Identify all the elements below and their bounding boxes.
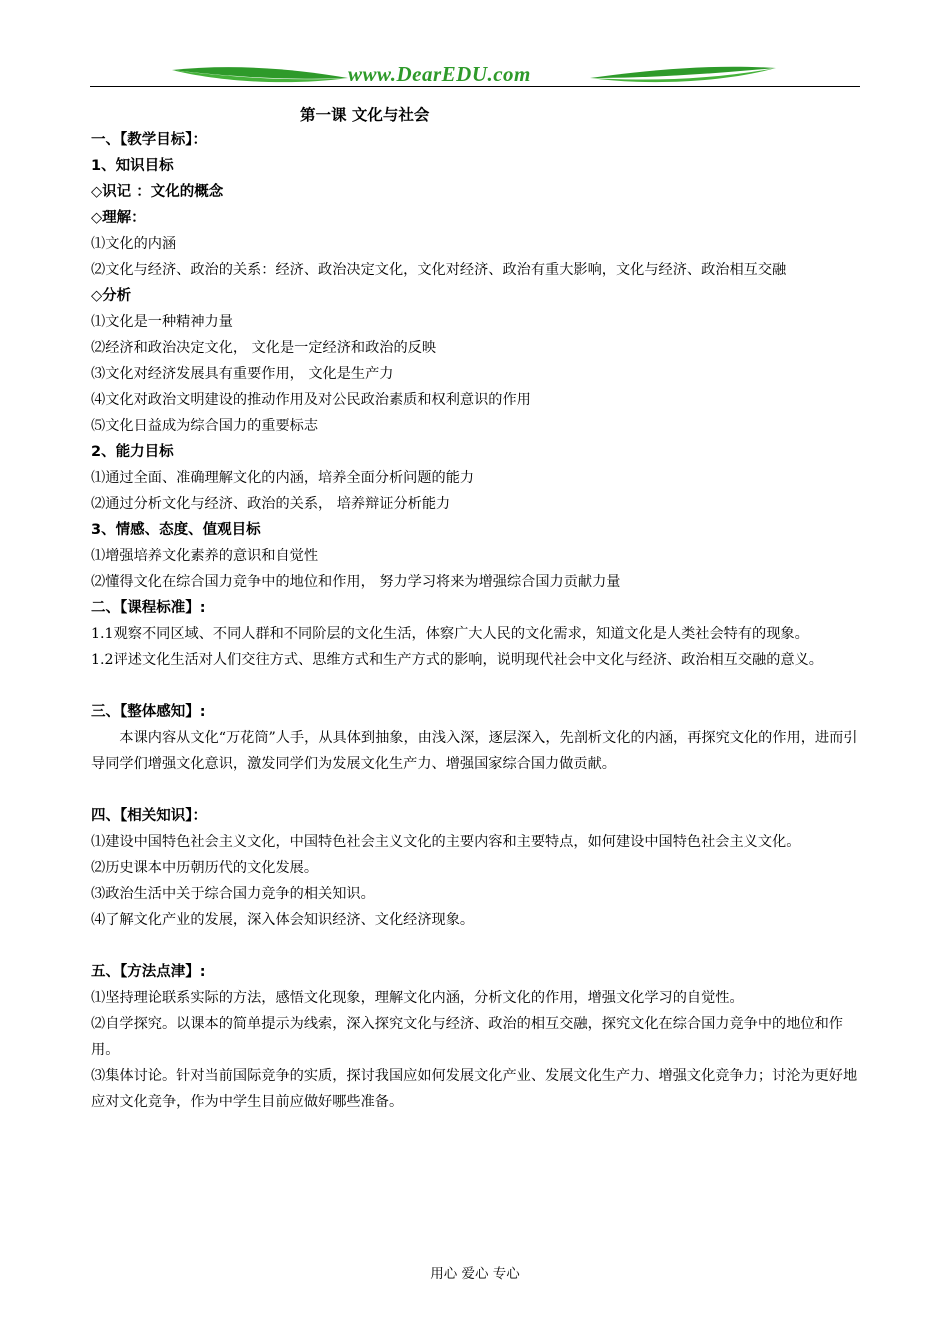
body-line: ⑶集体讨论。针对当前国际竞争的实质，探讨我国应如何发展文化产业、发展文化生产力、增强文化竞争力；讨沦为更好地应对文化竞争，作为中学生目前应做好哪些准备。: [91, 1068, 858, 1110]
section-heading: 五、【方法点津】:: [91, 964, 206, 980]
body-line: ⑵历史课本中历朝历代的文化发展。: [91, 860, 319, 876]
section-heading: 3、情感、态度、值观目标: [91, 522, 261, 538]
body-line: ⑴增强培养文化素养的意识和自觉性: [91, 548, 319, 564]
body-line: ⑸文化日益成为综合国力的重要标志: [91, 418, 319, 434]
section-heading: ◇分析: [91, 288, 132, 304]
section-heading: 1、知识目标: [91, 158, 174, 174]
paragraph-gap: [91, 777, 863, 803]
page-title: 第一课 文化与社会: [300, 105, 430, 124]
paragraph-gap: [91, 933, 863, 959]
body-line: 本课内容从文化“万花筒”人手，从具体到抽象，由浅入深，逐层深入，先剖析文化的内涵，再探究文化的作用，进而引导同学们增强文化意识，激发同学们为发展文化生产力、增强国家综合国力做贡献。: [91, 730, 858, 772]
body-line: ⑵文化与经济、政治的关系：经济、政治决定文化，文化对经济、政治有重大影响，文化与经济、政治相互交融: [91, 262, 787, 278]
paragraph-gap: [91, 673, 863, 699]
body-line: 1.1观察不同区域、不同人群和不同阶层的文化生活，体察广大人民的文化需求，知道文化是人类社会特有的现象。: [91, 626, 809, 642]
site-logo-text: www.DearEDU.com: [348, 62, 531, 86]
body-line: ⑴通过全面、准确理解文化的内涵，培养全面分析问题的能力: [91, 470, 475, 486]
body-line: ⑶文化对经济发展具有重要作用， 文化是生产力: [91, 366, 394, 382]
body-line: ⑶政治生活中关于综合国力竞争的相关知识。: [91, 886, 375, 902]
section-heading: 一、【教学目标】：: [91, 132, 207, 148]
body-line: ⑵自学探究。以课本的简单提示为线索，深入探究文化与经济、政治的相互交融，探究文化在综合国力竞争中的地位和作用。: [91, 1016, 843, 1058]
body-line: ⑴文化是一种精神力量: [91, 314, 233, 330]
section-heading: 四、【相关知识】：: [91, 808, 207, 824]
document-body: [91, 127, 863, 1115]
section-heading: 2、能力目标: [91, 444, 174, 460]
body-line: ⑴建设中国特色社会主义文化，中国特色社会主义文化的主要内容和主要特点，如何建设中国特色社会主义文化。: [91, 834, 801, 850]
body-line: ⑷了解文化产业的发展，深入体会知识经济、文化经济现象。: [91, 912, 475, 928]
body-line: ⑵通过分析文化与经济、政治的关系， 培养辩证分析能力: [91, 496, 451, 512]
body-line: 1.2评述文化生活对人们交往方式、思维方式和生产方式的影响，说明现代社会中文化与经济、政治相互交融的意义。: [91, 652, 823, 668]
body-line: ⑵经济和政治决定文化， 文化是一定经济和政治的反映: [91, 340, 437, 356]
page-footer: 用心 爱心 专心: [430, 1266, 520, 1282]
body-line: ⑴文化的内涵: [91, 236, 177, 252]
section-heading: ◇识记 ：文化的概念: [91, 184, 224, 200]
body-line: ⑷文化对政治文明建设的推动作用及对公民政治素质和权利意识的作用: [91, 392, 531, 408]
section-heading: ◇理解：: [91, 210, 146, 226]
section-heading: 二、【课程标准】:: [91, 600, 206, 616]
body-line: ⑴坚持理论联系实际的方法，感悟文化现象，理解文化内涵，分析文化的作用，增强文化学习的自觉性。: [91, 990, 744, 1006]
header-divider: [90, 86, 860, 87]
section-heading: 三、【整体感知】:: [91, 704, 206, 720]
body-line: ⑵懂得文化在综合国力竞争中的地位和作用， 努力学习将来为增强综合国力贡献力量: [91, 574, 621, 590]
